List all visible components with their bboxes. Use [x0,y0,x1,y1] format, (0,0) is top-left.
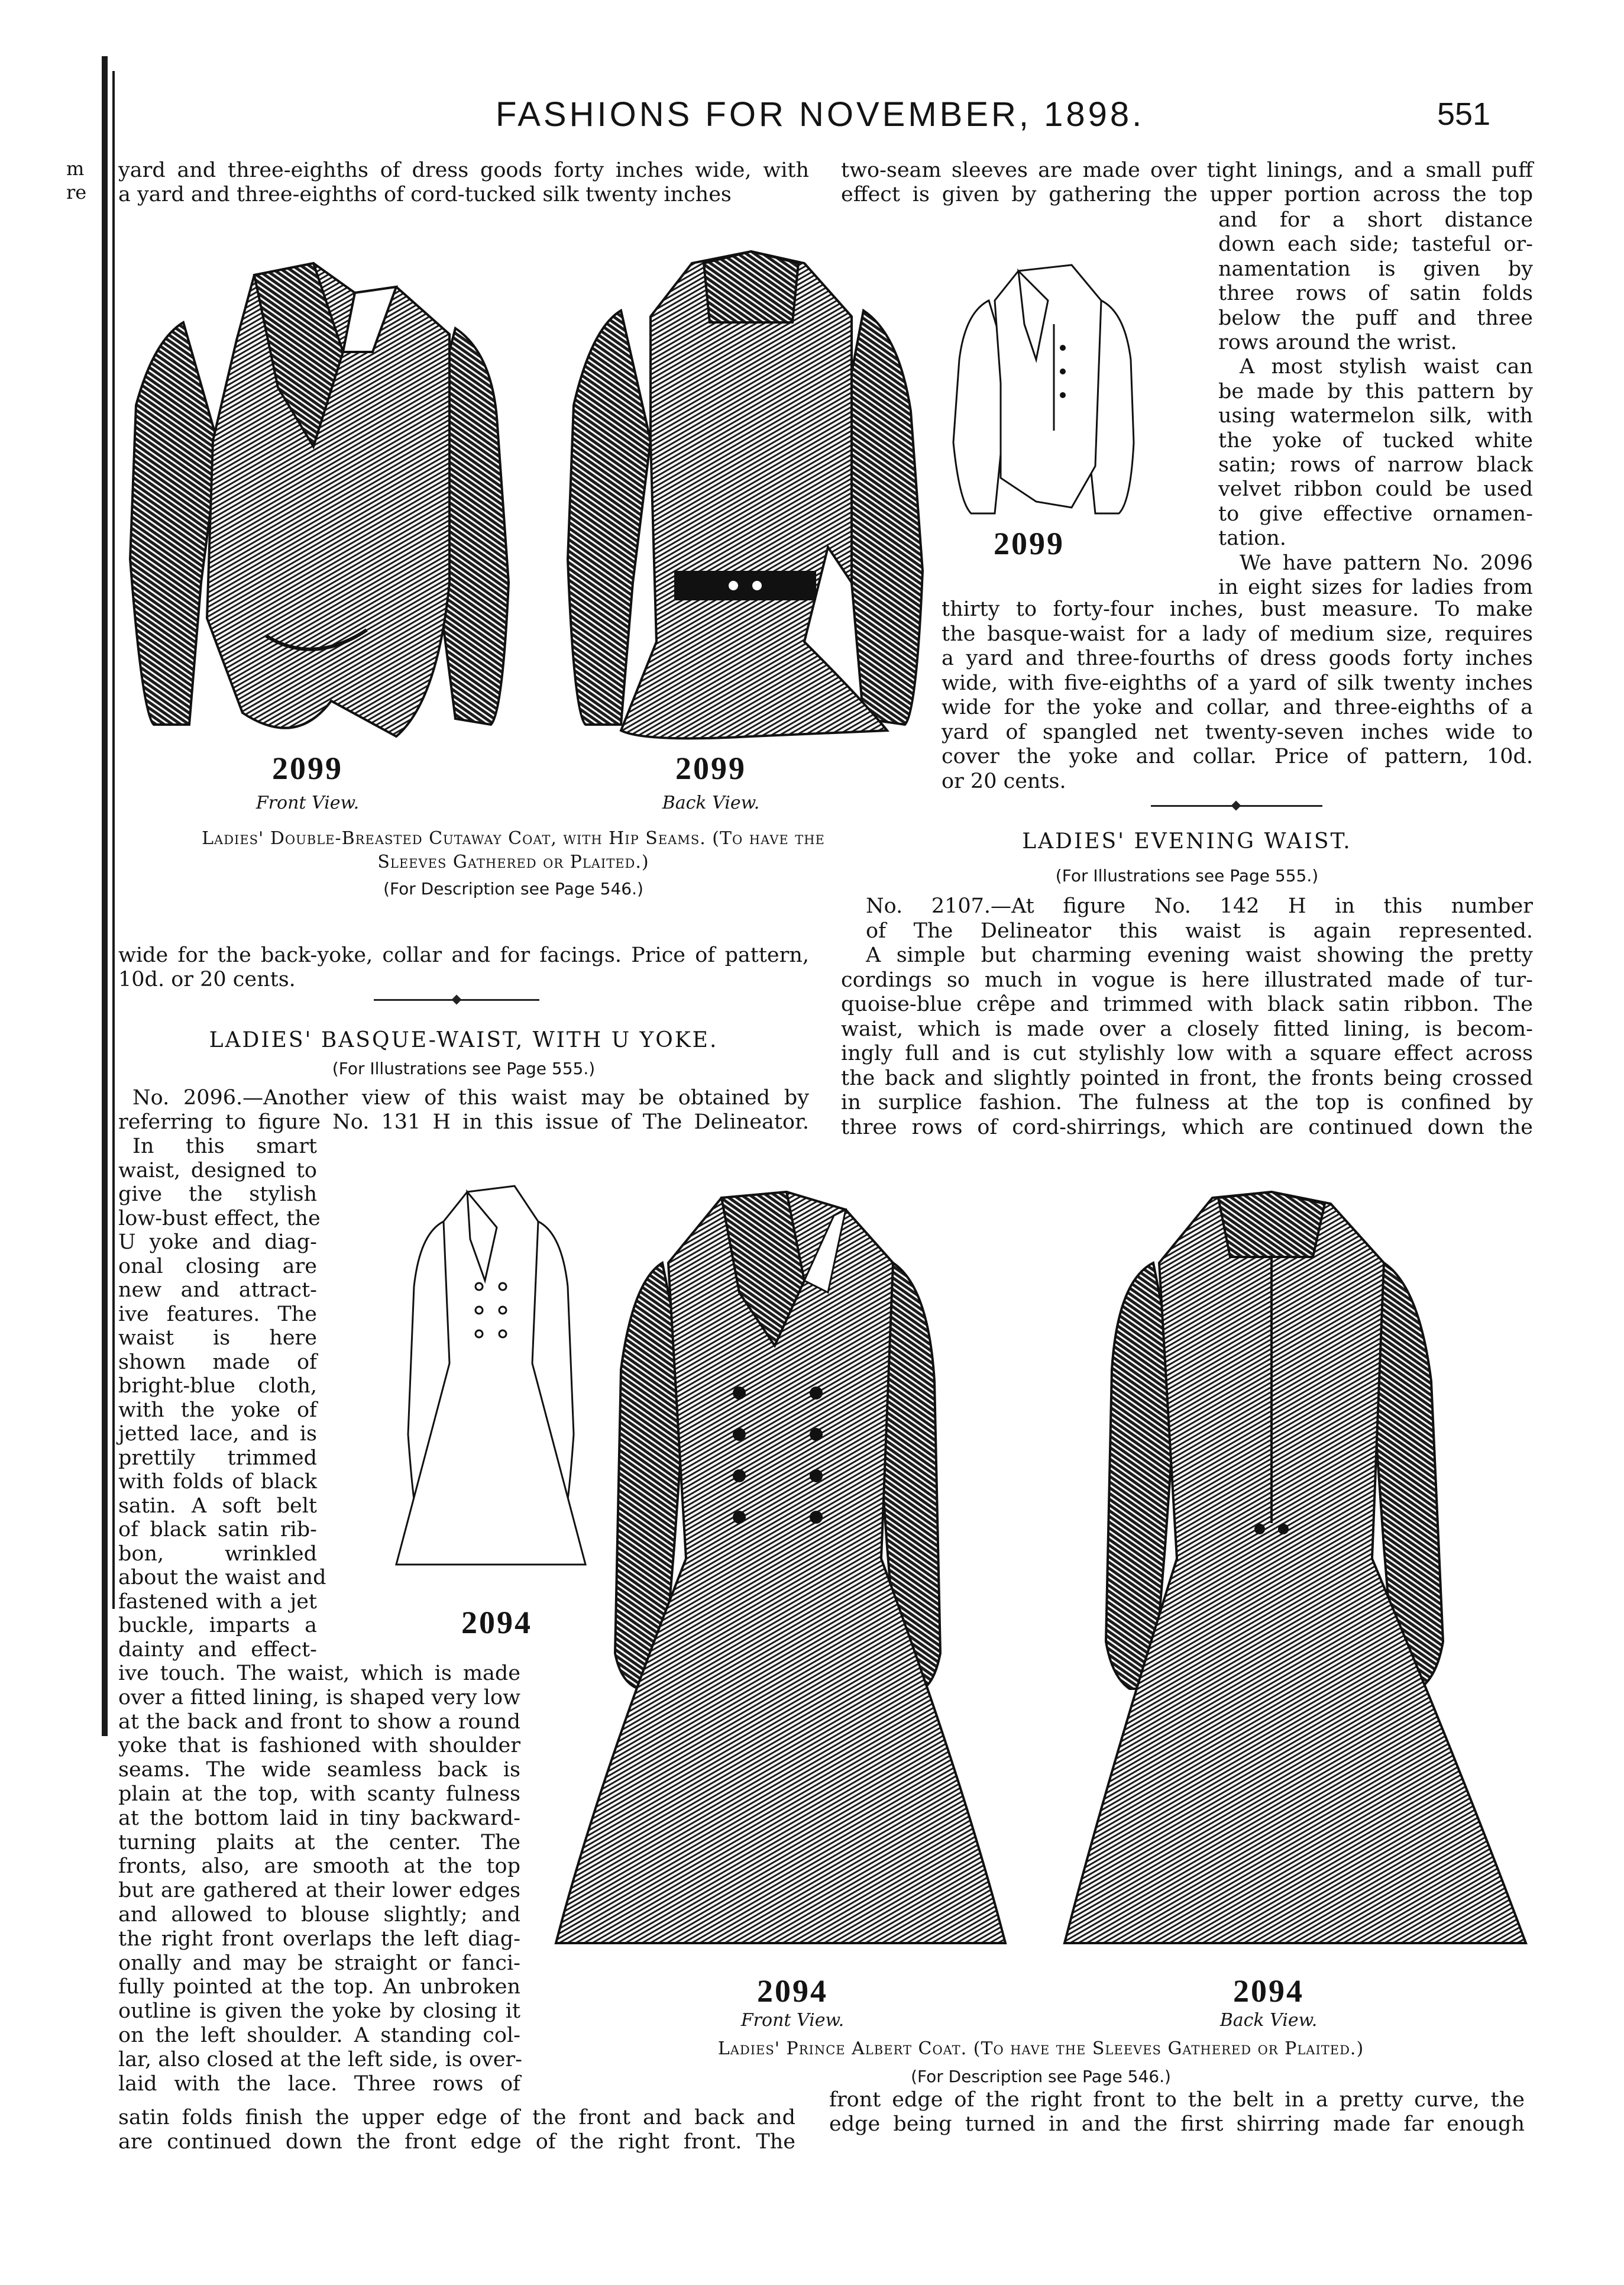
text-line: shown made of [118,1350,317,1374]
text-line: the right front overlaps the left diag- [118,1927,520,1951]
text-line: waist, designed to [118,1158,317,1182]
text-line: onally and may be straight or fanci- [118,1951,520,1975]
text-line: using watermelon silk, with [1218,404,1533,428]
text-line: tation. [1218,526,1286,551]
coat-2099-small-illustration [953,265,1137,525]
text-line: cordings so much in vogue is here illustrated made of tur- [841,968,1533,992]
page-header-title: FASHIONS FOR NOVEMBER, 1898. [496,95,1145,134]
text-line: thirty to forty-four inches, bust measure. To make [942,597,1533,621]
text-line: the back and slightly pointed in front, the fronts being crossed [841,1066,1533,1090]
basque-bottom-paragraph [118,2106,795,2154]
text-line: in surplice fashion. The fulness at the top is confined by [841,1091,1533,1114]
text-line: fully pointed at the top. An unbroken [118,1975,520,1999]
evening-article-heading: LADIES' EVENING WAIST. [1022,829,1352,854]
scan-edge-bar-thin [112,71,115,1609]
figure-view-back: Back View. [662,793,760,813]
text-line: jetted lace, and is [118,1422,317,1446]
basque-column-paragraph [118,1662,520,2096]
text-line: three rows of satin folds [1218,282,1533,306]
text-line: yoke that is fashioned with shoulder [118,1734,520,1758]
coat-2099-front-illustration [118,251,520,748]
text-line: satin; rows of narrow black [1218,453,1533,477]
text-line: of black satin rib- [118,1518,317,1541]
text-line: front edge of the right front to the belt in a pretty curve, the [829,2088,1525,2112]
text-line: seams. The wide seamless back is [118,1758,520,1782]
text-line: referring to figure No. 131 H in this issue of The Delineator. [118,1110,809,1134]
text-line: at the back and front to show a round [118,1709,520,1734]
description-reference: (For Description see Page 546.) [911,2067,1171,2086]
text-line: with the yoke of [118,1398,317,1422]
coat-2094-back-illustration [1053,1192,1538,1955]
basque-article-heading: LADIES' BASQUE-WAIST, WITH U YOKE. [209,1028,719,1052]
figure-number-2099-front: 2099 [272,751,343,786]
text-line: waist is here [118,1326,317,1350]
text-line: and for a short distance [1218,208,1533,232]
text-line: lar, also closed at the left side, is over- [118,2047,522,2071]
basque-narrow-paragraph [118,1135,326,1662]
text-line: and allowed to blouse slightly; and [118,1902,520,1927]
col1-top-paragraph [118,159,809,206]
text-line: namentation is given by [1218,257,1533,281]
text-line: In this smart [132,1135,317,1158]
text-line: buckle, imparts a [118,1614,317,1637]
text-line: at the bottom laid in tiny backward- [118,1806,520,1830]
text-line: wide for the back-yoke, collar and for facings. Price of pattern, [118,943,809,967]
page-number: 551 [1437,96,1491,132]
text-line: yard and three-eighths of dress goods forty inches wide, with [118,159,809,182]
figure-number-2094-small: 2094 [461,1605,532,1640]
text-line: ive touch. The waist, which is made [118,1662,520,1685]
text-line: onal closing are [118,1254,317,1278]
text-line: effect is given by gathering the upper portion across the top [841,182,1533,206]
text-line: the basque-waist for a lady of medium size, requires [942,622,1533,646]
figure-caption-2099-line2: Sleeves Gathered or Plaited.) [377,852,649,872]
scan-edge-bar [102,56,108,1736]
col2-narrow-paragraph [1218,208,1533,600]
text-line: a yard and three-eighths of cord-tucked silk twenty inches [118,182,732,206]
text-line: ingly full and is cut stylishly low with a square effect across [841,1042,1533,1065]
text-line: 10d. or 20 cents. [118,967,296,991]
figure-view-back: Back View. [1219,2010,1318,2031]
figure-number-2094-front: 2094 [757,1973,828,2009]
text-line: velvet ribbon could be used [1218,477,1533,502]
text-line: We have pattern No. 2096 [1240,551,1533,575]
figure-view-front: Front View. [255,793,360,813]
text-line: rows around the wrist. [1218,331,1457,355]
text-line: three rows of cord-shirrings, which are continued down the [841,1115,1533,1139]
text-line: in eight sizes for ladies from [1218,576,1533,600]
text-line: of The Delineator this waist is again represented. [866,919,1533,943]
text-line: new and attract- [118,1278,317,1302]
coat-2094-front-illustration [550,1192,1011,1955]
coat-2099-back-illustration [556,251,934,748]
evening-bottom-paragraph [829,2088,1525,2136]
text-line: are continued down the front edge of the right front. The [118,2129,795,2154]
text-line: yard of spangled net twenty-seven inches wide to [942,720,1533,744]
figure-caption-2099: Ladies' Double-Breasted Cutaway Coat, with Hip Seams. (To have the [202,828,825,849]
text-line: over a fitted lining, is shaped very low [118,1685,520,1709]
margin-fragment: m [66,157,85,180]
col1-mid-paragraph [118,943,809,991]
text-line: wide, with five-eighths of a yard of silk twenty inches [942,671,1533,695]
text-line: A simple but charming evening waist showing the pretty [866,943,1533,967]
text-line: the yoke of tucked white [1218,428,1533,453]
text-line: give the stylish [118,1182,317,1206]
divider-ornament [1231,801,1241,811]
text-line: dainty and effect- [118,1637,317,1662]
figure-number-2099-small: 2099 [994,526,1065,561]
text-line: two-seam sleeves are made over tight linings, and a small puff [841,159,1533,182]
text-line: wide for the yoke and collar, and three-eighths of a [942,696,1533,719]
description-reference: (For Description see Page 546.) [383,879,643,899]
text-line: bon, wrinkled [118,1541,317,1566]
text-line: ive features. The [118,1302,317,1326]
text-line: waist, which is made over a closely fitted lining, is becom- [841,1017,1533,1041]
text-line: or 20 cents. [942,769,1066,793]
text-line: prettily trimmed [118,1446,317,1470]
basque-illustrations-reference: (For Illustrations see Page 555.) [332,1059,596,1078]
text-line: be made by this pattern by [1218,379,1533,403]
text-line: No. 2107.—At figure No. 142 H in this number [866,894,1533,918]
text-line: laid with the lace. Three rows of [118,2071,520,2096]
text-line: low-bust effect, the [118,1206,321,1230]
text-line: about the waist and [118,1566,326,1589]
text-line: down each side; tasteful or- [1218,232,1533,257]
text-line: U yoke and diag- [118,1230,317,1254]
text-line: plain at the top, with scanty fulness [118,1782,520,1806]
col2-full-paragraph [942,597,1533,794]
text-line: No. 2096.—Another view of this waist may be obtained by [132,1086,809,1110]
figure-number-2094-back: 2094 [1233,1973,1304,2009]
figure-caption-2094: Ladies' Prince Albert Coat. (To have the Sleeves Gathered or Plaited.) [717,2038,1364,2059]
text-line: bright-blue cloth, [118,1374,317,1398]
text-line: with folds of black [118,1470,317,1494]
evening-body-paragraph [841,894,1533,1140]
text-line: fronts, also, are smooth at the top [118,1854,520,1879]
margin-fragment: re [66,181,87,203]
text-line: cover the yoke and collar. Price of pattern, 10d. [942,745,1533,768]
text-line: but are gathered at their lower edges [118,1879,520,1903]
text-line: below the puff and three [1218,306,1533,330]
text-line: to give effective ornamen- [1218,502,1533,526]
text-line: satin. A soft belt [118,1494,317,1518]
text-line: fastened with a jet [118,1589,317,1614]
evening-illustrations-reference: (For Illustrations see Page 555.) [1055,866,1319,885]
text-line: A most stylish waist can [1240,355,1533,379]
basque-intro-paragraph [118,1086,809,1134]
col2-top-paragraph [841,159,1533,206]
text-line: quoise-blue crêpe and trimmed with black satin ribbon. The [841,993,1533,1016]
text-line: a yard and three-fourths of dress goods forty inches [942,647,1533,670]
text-line: edge being turned in and the first shirring made far enough [829,2112,1525,2136]
text-line: turning plaits at the center. The [118,1830,520,1854]
text-line: satin folds finish the upper edge of the front and back and [118,2106,795,2129]
text-line: outline is given the yoke by closing it [118,1999,520,2024]
figure-number-2099-back: 2099 [675,751,746,786]
divider-ornament [452,995,462,1005]
text-line: on the left shoulder. A standing col- [118,2023,520,2047]
figure-view-front: Front View. [740,2010,845,2031]
